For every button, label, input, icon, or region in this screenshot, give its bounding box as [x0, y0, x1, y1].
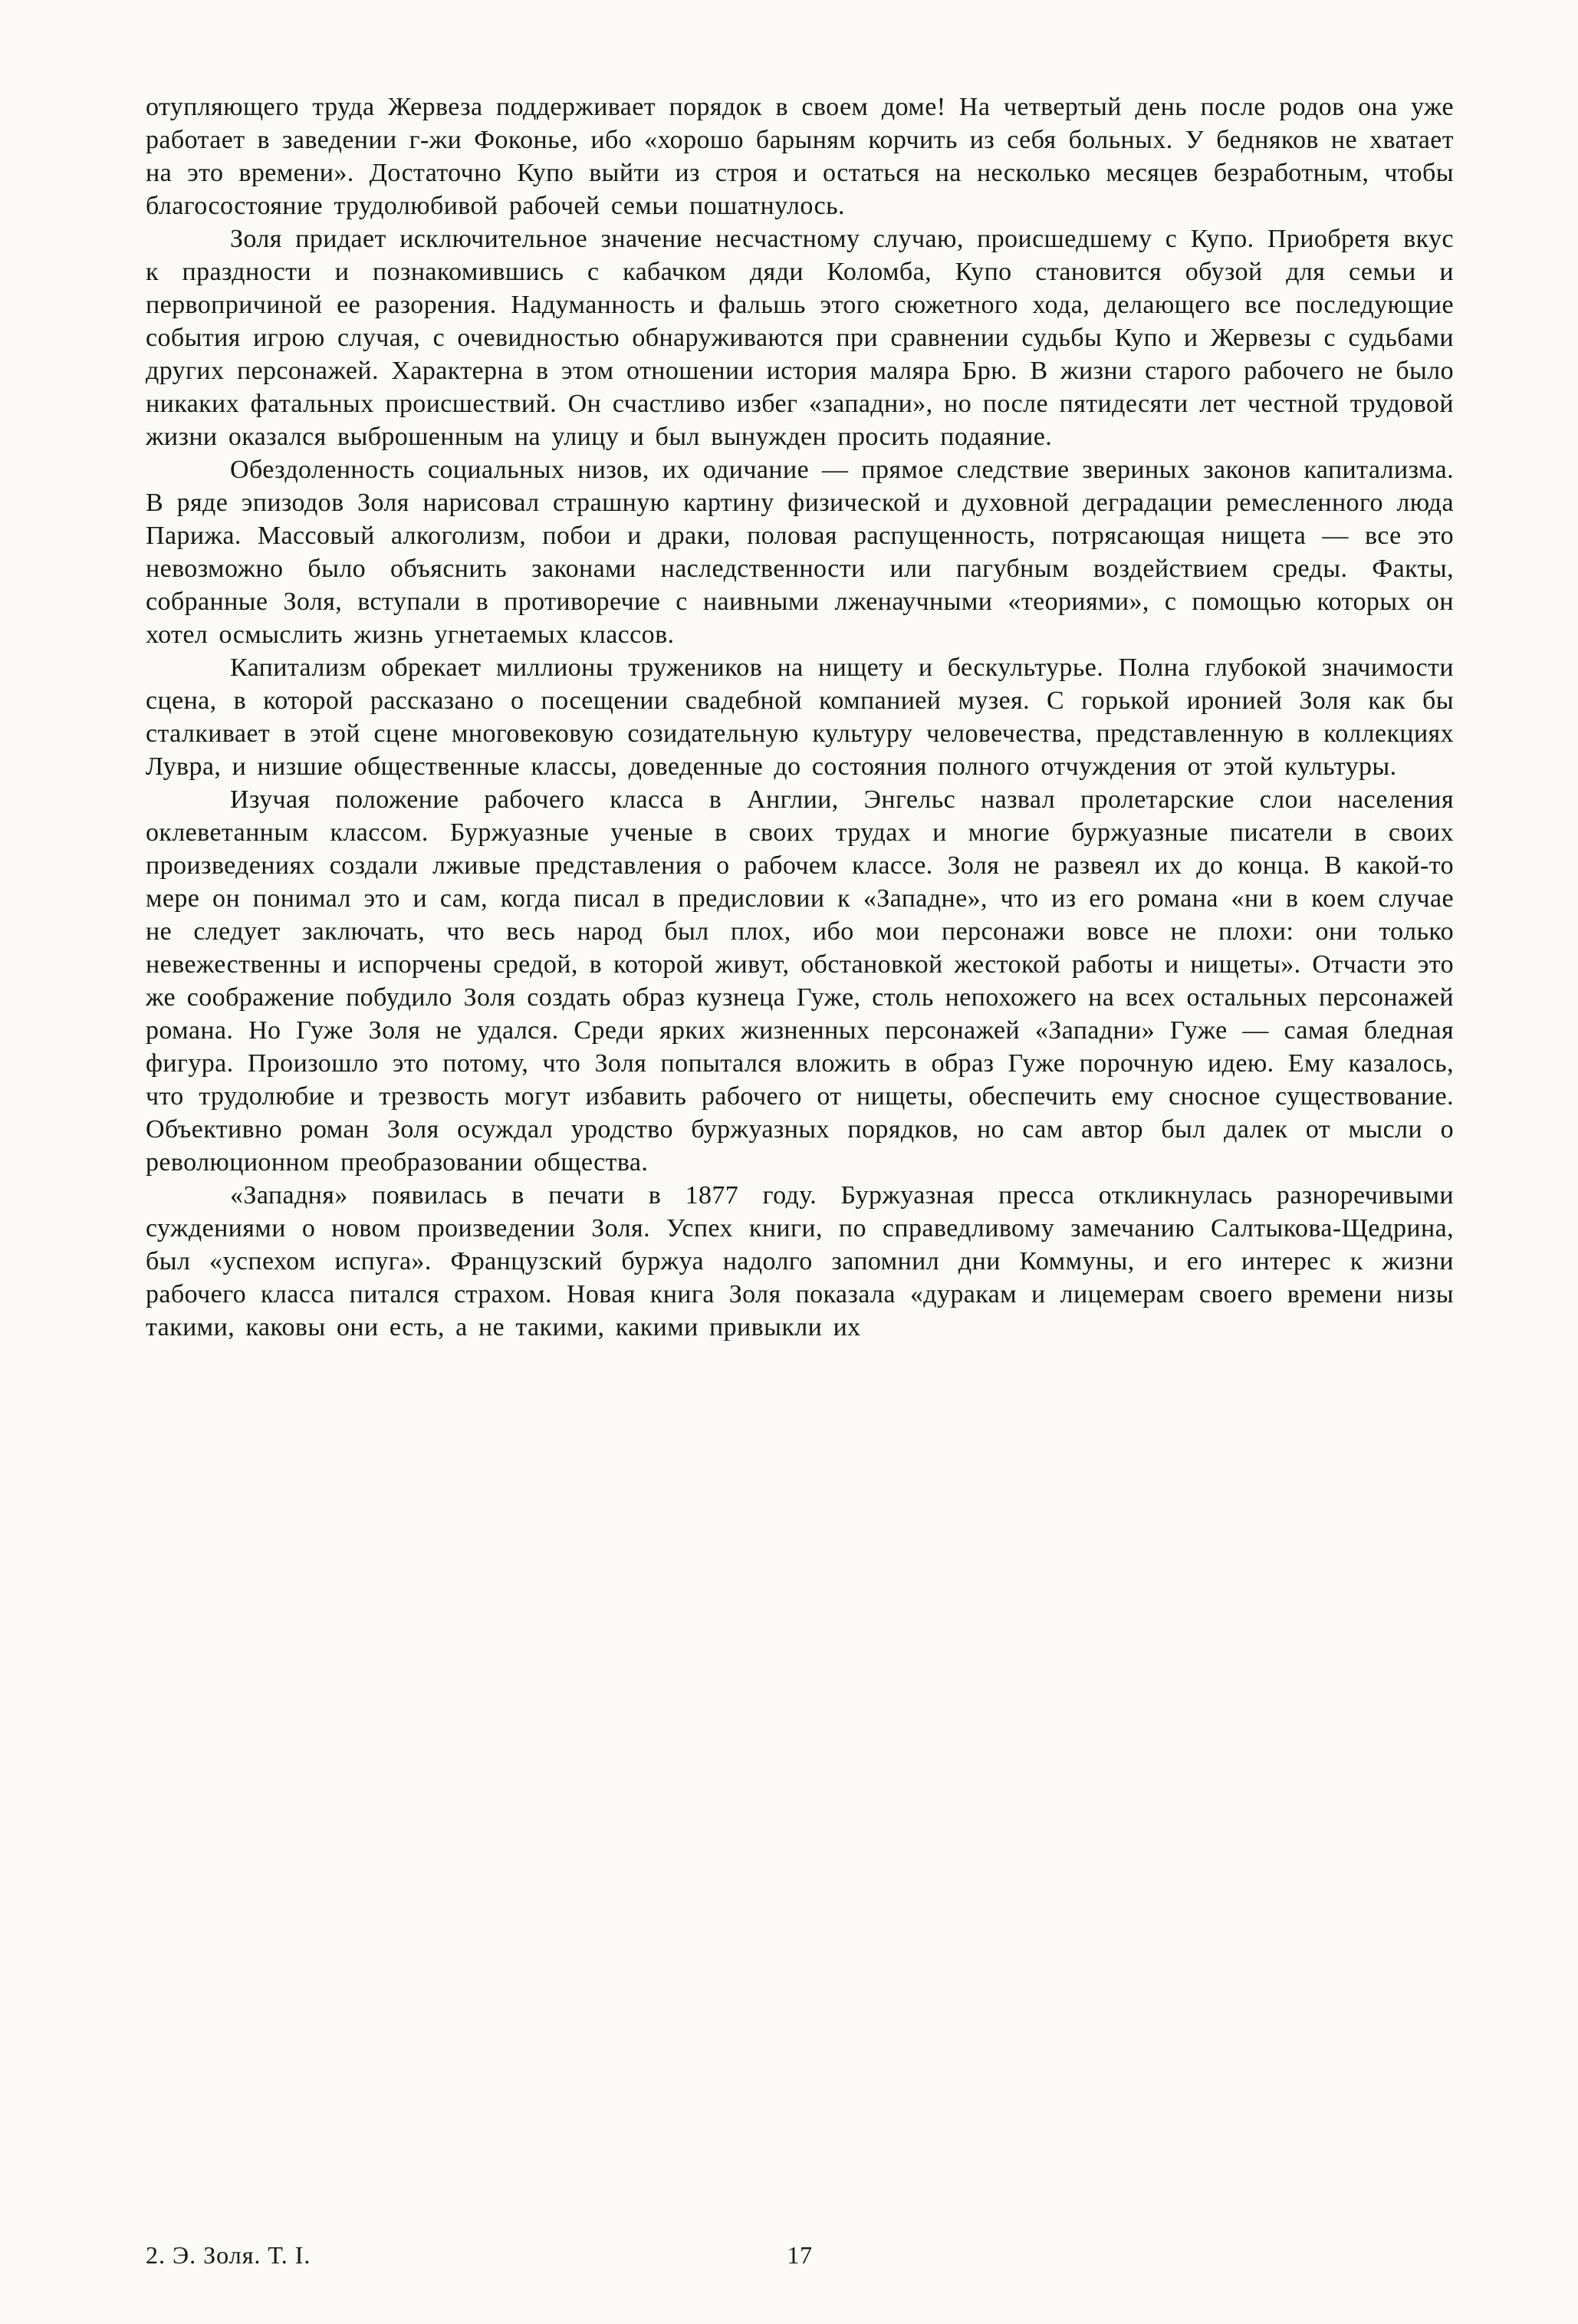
body-paragraph: Золя придает исключительное значение несчастному случаю, происшедшему с Купо. Приобретя вкус к праздности и познакомившись с кабачком дяди Коломба, Купо становится обузой для семьи и первопричиной ее разорения. Надуманность и фальшь этого сюжетного хода, делающего все последующие события игрою случая, с очевидностью обнаруживаются при сравнении судьбы Купо и Жервезы с судьбами других персонажей. Характерна в этом отношении история маляра Брю. В жизни старого рабочего не было никаких фатальных происшествий. Он счастливо избег «западни», но после пятидесяти лет честной трудовой жизни оказался выброшенным на улицу и был вынужден просить подаяние. — [146, 225, 1454, 451]
body-paragraph: Капитализм обрекает миллионы тружеников на нищету и бескультурье. Полна глубокой значимости сцена, в которой рассказано о посещении свадебной компанией музея. С горькой иронией Золя как бы сталкивает в этой сцене многовековую созидательную культуру человечества, представленную в коллекциях Лувра, и низшие общественные классы, доведенные до состояния полного отчуждения от этой культуры. — [146, 653, 1454, 781]
page-footer — [146, 2240, 1454, 2278]
text-column — [146, 91, 1454, 1344]
body-paragraph: Обездоленность социальных низов, их одичание — прямое следствие звериных законов капитализма. В ряде эпизодов Золя нарисовал страшную картину физической и духовной деградации ремесленного люда Парижа. Массовый алкоголизм, побои и драки, половая распущенность, потрясающая нищета — все это невозможно было объяснить законами наследственности или пагубным воздействием среды. Факты, собранные Золя, вступали в противоречие с наивными лженаучными «теориями», с помощью которых он хотел осмыслить жизнь угнетаемых классов. — [146, 456, 1454, 649]
body-paragraph: «Западня» появилась в печати в 1877 году. Буржуазная пресса откликнулась разноречивыми суждениями о новом произведении Золя. Успех книги, по справедливому замечанию Салтыкова-Щедрина, был «успехом испуга». Французский буржуа надолго запомнил дни Коммуны, и его интерес к жизни рабочего класса питался страхом. Новая книга Золя показала «дуракам и лицемерам своего времени низы такими, каковы они есть, а не такими, какими привыкли их — [146, 1181, 1454, 1341]
body-paragraph: отупляющего труда Жервеза поддерживает порядок в своем доме! На четвертый день после родов она уже работает в заведении г-жи Фоконье, ибо «хорошо барыням корчить из себя больных. У бедняков не хватает на это времени». Достаточно Купо выйти из строя и остаться на несколько месяцев безработным, чтобы благосостояние трудолюбивой рабочей семьи пошатнулось. — [146, 93, 1454, 220]
body-paragraph: Изучая положение рабочего класса в Англии, Энгельс назвал пролетарские слои населения оклеветанным классом. Буржуазные ученые в своих трудах и многие буржуазные писатели в своих произведениях создали лживые представления о рабочем классе. Золя не развеял их до конца. В какой-то мере он понимал это и сам, когда писал в предисловии к «Западне», что из его романа «ни в коем случае не следует заключать, что весь народ был плох, ибо мои персонажи вовсе не плохи: они только невежественны и испорчены средой, в которой живут, обстановкой жестокой работы и нищеты». Отчасти это же соображение побудило Золя создать образ кузнеца Гуже, столь непохожего на всех остальных персонажей романа. Но Гуже Золя не удался. Среди ярких жизненных персонажей «Западни» Гуже — самая бледная фигура. Произошло это потому, что Золя попытался вложить в образ Гуже порочную идею. Ему казалось, что трудолюбие и трезвость могут избавить рабочего от нищеты, обеспечить ему сносное существование. Объективно роман Золя осуждал уродство буржуазных порядков, но сам автор был далек от мысли о революционном преобразовании общества. — [146, 785, 1454, 1177]
page-number: 17 — [787, 2241, 813, 2269]
footer-signature: 2. Э. Золя. Т. I. — [146, 2241, 311, 2269]
